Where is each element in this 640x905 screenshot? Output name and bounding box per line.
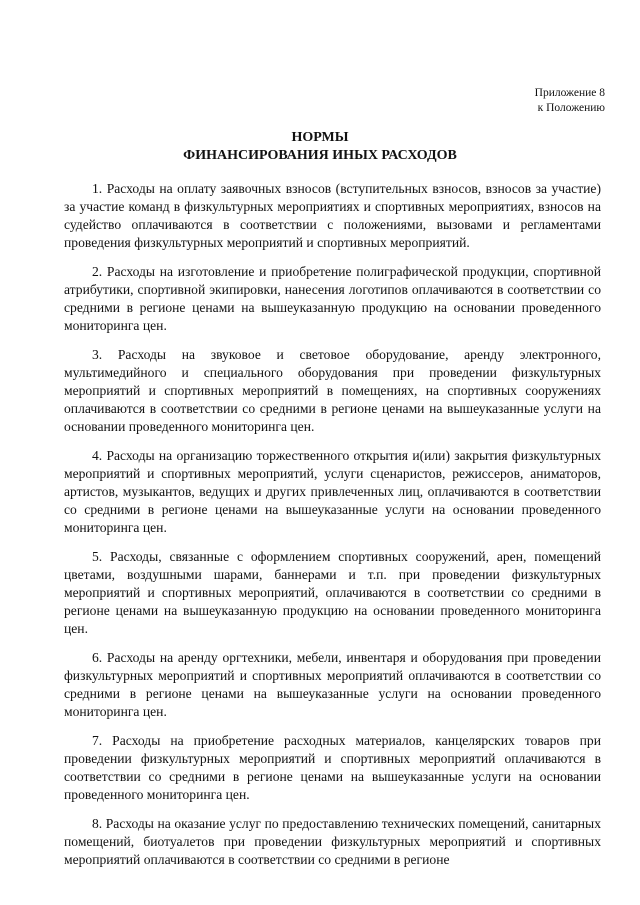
document-body: [64, 180, 601, 880]
paragraph-5: 5. Расходы, связанные с оформлением спортивных сооружений, арен, помещений цветами, воздушными шарами, баннерами и т.п. при проведении физкультурных мероприятий и спортивных мероприятий, оплачиваются в соответствии со средними в регионе ценами на вышеуказанную продукцию на основании проведенного мониторинга цен.: [64, 549, 601, 636]
paragraph-7: 7. Расходы на приобретение расходных материалов, канцелярских товаров при проведении физкультурных мероприятий и спортивных мероприятий оплачиваются в соответствии со средними в регионе ценами на вышеуказанные услуги на основании проведенного мониторинга цен.: [64, 733, 601, 802]
title-line-2: ФИНАНСИРОВАНИЯ ИНЫХ РАСХОДОВ: [183, 148, 457, 163]
paragraph-8: 8. Расходы на оказание услуг по предоставлению технических помещений, санитарных помещений, биотуалетов при проведении физкультурных мероприятий и спортивных мероприятий оплачиваются в соответствии со средними в регионе: [64, 816, 601, 867]
paragraph-2: 2. Расходы на изготовление и приобретение полиграфической продукции, спортивной атрибутики, спортивной экипировки, нанесения логотипов оплачиваются в соответствии со средними в регионе ценами на вышеуказанную продукцию на основании проведенного мониторинга цен.: [64, 264, 601, 333]
paragraph-4: 4. Расходы на организацию торжественного открытия и(или) закрытия физкультурных мероприятий и спортивных мероприятий, услуги сценаристов, режиссеров, аниматоров, артистов, музыкантов, ведущих и других привлеченных лиц, оплачиваются в соответствии со средними в регионе ценами на вышеуказанные услуги на основании проведенного мониторинга цен.: [64, 448, 601, 535]
paragraph-6: 6. Расходы на аренду оргтехники, мебели, инвентаря и оборудования при проведении физкультурных мероприятий и спортивных мероприятий оплачиваются в соответствии со средними в регионе ценами на вышеуказанные услуги на основании проведенного мониторинга цен.: [64, 650, 601, 719]
title-line-1: НОРМЫ: [291, 130, 349, 145]
paragraph-3: 3. Расходы на звуковое и световое оборудование, аренду электронного, мультимедийного и специального оборудования при проведении физкультурных мероприятий и спортивных мероприятий в помещениях, на спортивных сооружениях оплачиваются в соответствии со средними в регионе ценами на вышеуказанные услуги на основании проведенного мониторинга цен.: [64, 347, 601, 434]
document-title: [0, 129, 640, 165]
appendix-line-1: Приложение 8: [534, 87, 605, 99]
appendix-note: [535, 86, 605, 116]
appendix-line-2: к Положению: [537, 102, 605, 114]
paragraph-1: 1. Расходы на оплату заявочных взносов (вступительных взносов, взносов за участие) за участие команд в физкультурных мероприятиях и спортивных мероприятиях, взносов на судейство оплачиваются в соответствии с положениями, вызовами и регламентами проведения физкультурных мероприятий и спортивных мероприятий.: [64, 181, 601, 250]
